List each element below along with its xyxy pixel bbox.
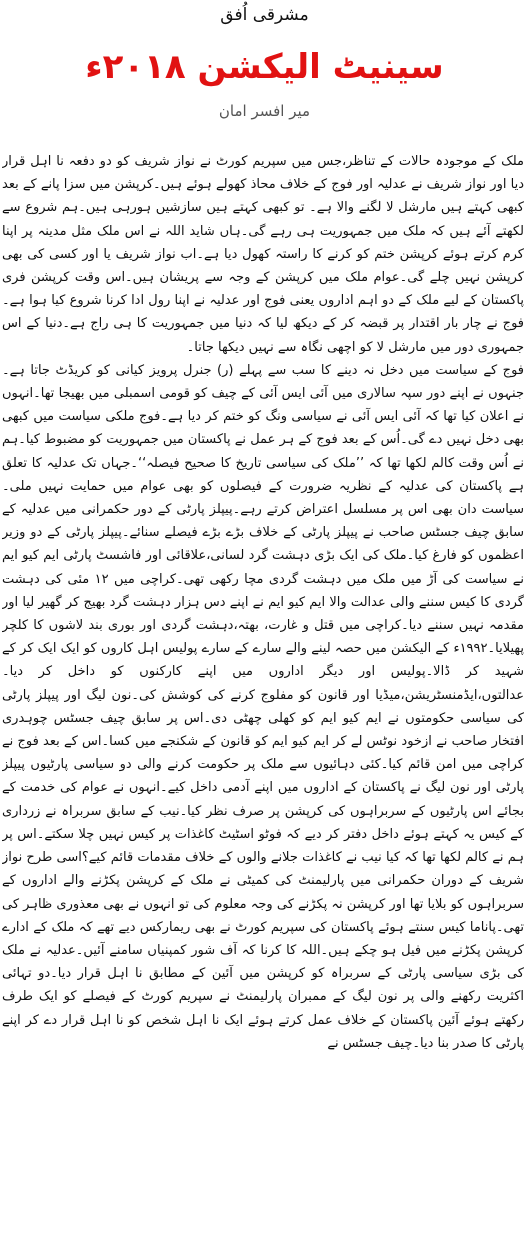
article-header (0, 0, 529, 145)
article-body (2, 150, 524, 1254)
column-name: مشرقی اُفق (220, 5, 309, 25)
paragraph: فوج کے سیاست میں دخل نہ دینے کا سب سے پہلے (ر) جنرل پرویز کیانی کو کریڈٹ جاتا ہے۔جنہوں نے اپنے دور سپہ سالاری میں آئی ایس آئی کے چیف کو قومی اسمبلی میں بھیجا تھا۔انہوں نے اعلان کیا تھا کہ آئی ایس آئی نے سیاسی ونگ کو ختم کر دیا ہے۔فوج ملکی سیاست میں کبھی بھی دخل نہیں دے گی۔اُس کے بعد فوج کے ہر عمل نے پاکستان میں جمہوریت کو مضبوط کیا۔ہم نے اُس وقت کالم لکھا تھا کہ ’’ملک کی سیاسی تاریخ کا صحیح فیصلہ‘‘۔جہاں تک عدلیہ کا تعلق ہے پاکستان کی عدلیہ کے نظریہ ضرورت کے فیصلوں کو بھی عوام میں حمایت نہیں ملی۔سیاست دان بھی اس پر مسلسل اعتراض کرتے رہے۔پیپلز پارٹی کے دور حکمرانی میں عدلیہ کے سابق چیف جسٹس صاحب نے پیپلز پارٹی کے خلاف بڑے بڑے فیصلے سنائے۔پیپلز پارٹی کے دو وزیر اعظموں کو فارغ کیا۔ملک کی ایک بڑی دہشت گرد لسانی،علاقائی اور فاشسٹ پارٹی ایم کیو ایم نے سیاست کی آڑ میں ملک میں دہشت گردی مچا رکھی تھی۔کراچی میں ۱۲ مئی کی دہشت گردی کا کیس سننے والی عدالت والا ایم کیو ایم نے اپنے دس ہزار دہشت گرد بھیج کر گھیر لیا اور مقدمہ نہیں سننے دیا۔کراچی میں قتل و غارت، بھتہ،دہشت گردی اور بوری بند لاشوں کا کلچر پھیلایا۔۱۹۹۲ء کے الیکشن میں حصہ لینے والے سارے کے سارے پولیس اہل کاروں کو ایک ایک کر کے شہید کر ڈالا۔پولیس اور دیگر اداروں میں اپنے کارکنوں کو داخل کر دیا۔عدالتوں،ایڈمنسٹریشن،میڈیا اور قانون کو مفلوج کرنے کی کوشش کی۔نون لیگ اور پیپلز پارٹی کی سیاسی حکومتوں نے ایم کیو ایم کو کھلی چھٹی دی۔اس پر سابق چیف جسٹس چوہدری افتخار صاحب نے ازخود نوٹس لے کر ایم کیو ایم کو قانون کے شکنجے میں کسا۔اس کے بعد فوج نے کراچی میں امن قائم کیا۔کئی دہائیوں سے ملک پر حکومت کرنے والی دو سیاسی پارٹیوں پیپلز پارٹی اور نون لیگ نے پاکستان کے اداروں میں اپنے آدمی داخل کیے۔انہوں نے عوام کی خدمت کے بجائے اس پارٹیوں کے سربراہوں کی کرپشن پر صرف نظر کیا۔نیب کے سابق سربراہ نے زرداری کے کیس یہ کہتے ہوئے داخل دفتر کر دیے کہ فوٹو اسٹیٹ کاغذات پر کیس نہیں چلا سکتے۔اس پر ہم نے کالم لکھا تھا کہ کیا نیب نے کاغذات جلانے والوں کے خلاف مقدمات قائم کیے؟اسی طرح نواز شریف کے دوران حکمرانی میں پارلیمنٹ کی کمیٹی نے ملک کے کرپشن پکڑنے والے اداروں کے سربراہوں کو بلایا تھا اور کرپشن نہ پکڑنے کی وجہ معلوم کی تو انہوں نے بھی معذوری ظاہر کی تھی۔پاناما کیس سنتے ہوئے پاکستان کی سپریم کورٹ نے بھی ریمارکس دیے تھے کہ ملک کے ادارے کرپشن پکڑنے میں فیل ہو چکے ہیں۔اللہ کا کرنا کہ آف شور کمپنیاں سامنے آئیں۔عدلیہ نے ملک کی بڑی سیاسی پارٹی کے سربراہ کو کرپشن میں آئین کے مطابق نا اہل قرار دیا۔دو تہائی اکثریت رکھنے والی پر نون لیگ کے ممبران پارلیمنٹ نے سپریم کورٹ کے فیصلے کو ایک طرف رکھتے ہوئے آئین پاکستان کے خلاف عمل کرتے ہوئے ایک نا اہل شخص کو نا اہل قرار دے کر اپنے پارٹی کا صدر بنا دیا۔چیف جسٹس نے (2, 362, 524, 1051)
headline: سینیٹ الیکشن ۲۰۱۸ء (85, 47, 444, 87)
paragraph: ملک کے موجودہ حالات کے تناظر،جس میں سپریم کورٹ نے نواز شریف کو دو دفعہ نا اہل قرار دیا اور نواز شریف نے عدلیہ اور فوج کے خلاف محاذ کھولے ہوئے ہیں۔کرپشن میں سزا پانے کے بعد کبھی کہتے ہیں مارشل لا لگنے والا ہے۔ تو کبھی کہتے ہیں سازشیں ہورہی ہیں۔ہم شروع سے لکھتے آئے ہیں کہ ملک میں جمہوریت ہی رہے گی۔ہاں شاید اللہ نے اس ملک مثل مدینہ پر اپنا کرم کرتے ہوئے کرپشن ختم کو کرنے کا راستہ کھول دیا ہے۔اب نواز شریف یا اور کسی کی بھی کرپشن نہیں چلے گی۔عوام ملک میں کرپشن کے وجہ سے پریشان ہیں۔اس وقت کرپشن فری پاکستان کے لیے ملک کے دو اہم اداروں یعنی فوج اور عدلیہ نے اپنا رول ادا کرنا شروع کیا ہوا ہے۔فوج نے چار بار اقتدار پر قبضہ کر کے دیکھ لیا کہ دنیا میں جمہوریت کا ہی راج ہے۔دنیا کے اس جمہوری دور میں مارشل لا کو اچھی نگاہ سے نہیں دیکھا جاتا۔ (2, 154, 524, 355)
author-name: میر افسر امان (218, 102, 311, 120)
